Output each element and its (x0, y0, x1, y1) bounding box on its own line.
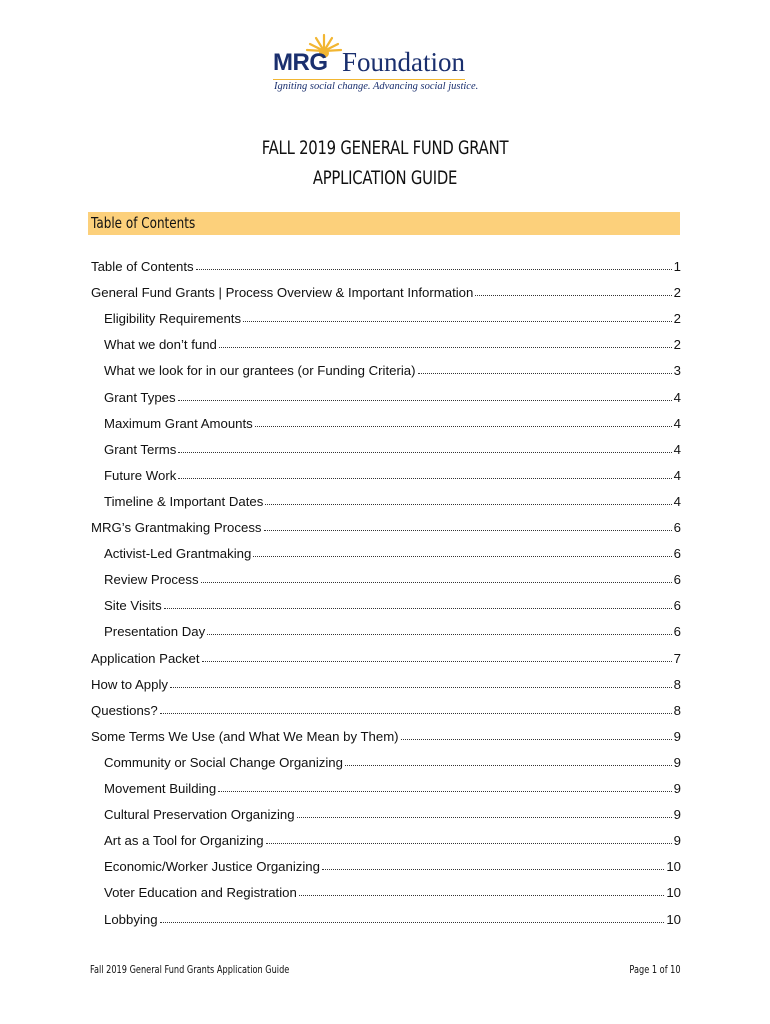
toc-entry-page: 4 (673, 467, 681, 483)
logo-foundation-text: Foundation (342, 47, 466, 77)
toc-entry[interactable] (104, 593, 681, 613)
toc-entry[interactable] (91, 515, 681, 535)
toc-entry[interactable] (104, 880, 681, 900)
toc-entry-label: Timeline & Important Dates (104, 493, 264, 509)
toc-entry-page: 9 (673, 754, 681, 770)
toc-dot-leader (265, 503, 671, 505)
toc-dot-leader (201, 581, 672, 583)
toc-entry[interactable] (104, 828, 681, 848)
toc-entry[interactable] (104, 385, 681, 405)
logo-tagline: Igniting social change. Advancing social justice. (274, 81, 479, 92)
logo-mrg-text: MRG (273, 49, 328, 76)
toc-entry[interactable] (104, 541, 681, 561)
toc-entry-label: Table of Contents (91, 259, 194, 274)
toc-dot-leader (418, 372, 672, 374)
toc-entry-label: What we don’t fund (104, 337, 217, 353)
toc-dot-leader (299, 894, 665, 896)
toc-entry-page: 8 (673, 676, 681, 692)
toc-dot-leader (160, 712, 672, 714)
toc-entry[interactable] (91, 724, 681, 744)
toc-entry[interactable] (104, 358, 681, 378)
toc-dot-leader (160, 921, 665, 923)
toc-dot-leader (264, 529, 672, 531)
toc-entry-label: Economic/Worker Justice Organizing (104, 859, 320, 875)
toc-dot-leader (253, 555, 671, 557)
toc-entry-label: Review Process (104, 572, 199, 588)
toc-entry-page: 4 (673, 493, 681, 509)
toc-entry-page: 3 (673, 363, 681, 379)
toc-dot-leader (178, 399, 672, 401)
toc-dot-leader (266, 842, 672, 844)
document-title-line-2: APPLICATION GUIDE (312, 167, 458, 189)
toc-dot-leader (170, 686, 672, 688)
toc-dot-leader (255, 425, 672, 427)
toc-entry-page: 4 (673, 389, 681, 405)
toc-entry-label: Cultural Preservation Organizing (104, 807, 295, 823)
toc-entry-page: 6 (673, 546, 681, 562)
toc-dot-leader (218, 790, 672, 792)
toc-entry-page: 6 (673, 520, 681, 535)
toc-entry-page: 2 (673, 311, 681, 327)
toc-entry[interactable] (91, 280, 681, 300)
toc-dot-leader (178, 477, 671, 479)
toc-entry[interactable] (104, 619, 681, 639)
toc-entry-label: Maximum Grant Amounts (104, 415, 253, 431)
toc-entry-page: 6 (673, 598, 681, 614)
section-heading: Table of Contents (91, 214, 196, 232)
toc-entry[interactable] (104, 306, 681, 326)
toc-entry[interactable] (104, 567, 681, 587)
toc-dot-leader (202, 660, 672, 662)
toc-entry-label: Voter Education and Registration (104, 885, 297, 901)
toc-dot-leader (243, 320, 672, 322)
toc-dot-leader (322, 868, 664, 870)
toc-entry[interactable] (104, 750, 681, 770)
toc-entry[interactable] (104, 802, 681, 822)
toc-entry-page: 7 (673, 650, 681, 666)
toc-entry[interactable] (104, 437, 681, 457)
toc-entry[interactable] (91, 672, 681, 692)
toc-entry-label: General Fund Grants | Process Overview & Important Information (91, 285, 474, 301)
section-heading-bar (88, 212, 680, 235)
toc-entry-label: Presentation Day (104, 624, 206, 640)
toc-entry-label: Activist-Led Grantmaking (104, 546, 252, 562)
toc-entry-page: 10 (666, 885, 681, 901)
toc-dot-leader (475, 294, 671, 296)
toc-entry[interactable] (104, 463, 681, 483)
document-title-line-1: FALL 2019 GENERAL FUND GRANT (261, 137, 509, 159)
toc-entry[interactable] (104, 332, 681, 352)
toc-dot-leader (345, 764, 672, 766)
toc-entry-page: 6 (673, 572, 681, 588)
toc-entry-label: Grant Types (104, 389, 176, 405)
toc-entry-label: Art as a Tool for Organizing (104, 833, 264, 849)
toc-dot-leader (178, 451, 671, 453)
toc-entry-page: 2 (673, 337, 681, 353)
toc-entry-page: 9 (673, 807, 681, 823)
toc-entry-page: 8 (673, 702, 681, 718)
toc-entry-page: 2 (673, 285, 681, 301)
toc-entry-page: 9 (673, 781, 681, 796)
toc-entry-label: Application Packet (91, 650, 200, 666)
toc-entry-page: 9 (673, 728, 681, 744)
toc-entry-page: 9 (673, 833, 681, 849)
toc-entry-label: Movement Building (104, 781, 217, 796)
toc-dot-leader (207, 633, 671, 635)
toc-entry[interactable] (91, 698, 681, 718)
toc-entry-label: Future Work (104, 467, 177, 483)
toc-entry-label: Lobbying (104, 911, 158, 927)
toc-entry-page: 10 (666, 859, 681, 875)
toc-entry-label: What we look for in our grantees (or Funding Criteria) (104, 363, 416, 379)
toc-dot-leader (219, 346, 672, 348)
toc-entry-label: Grant Terms (104, 441, 177, 457)
toc-entry[interactable] (104, 907, 681, 927)
toc-entry-page: 1 (673, 259, 681, 274)
toc-entry-page: 10 (666, 911, 681, 927)
toc-dot-leader (164, 607, 672, 609)
toc-entry-label: Site Visits (104, 598, 162, 614)
toc-entry[interactable] (91, 254, 681, 274)
toc-entry[interactable] (104, 854, 681, 874)
toc-dot-leader (196, 268, 672, 270)
toc-entry-label: Community or Social Change Organizing (104, 754, 343, 770)
toc-entry-page: 4 (673, 441, 681, 457)
toc-entry-label: Eligibility Requirements (104, 311, 242, 327)
toc-entry-label: Some Terms We Use (and What We Mean by Them) (91, 728, 399, 744)
toc-entry-label: MRG’s Grantmaking Process (91, 520, 262, 535)
toc-entry[interactable] (91, 646, 681, 666)
logo-divider (273, 79, 465, 80)
toc-entry[interactable] (104, 776, 681, 796)
toc-dot-leader (401, 738, 672, 740)
toc-entry-page: 4 (673, 415, 681, 431)
toc-entry-label: Questions? (91, 702, 158, 718)
footer-page-number: Page 1 of 10 (629, 964, 681, 976)
toc-dot-leader (297, 816, 672, 818)
footer-document-name: Fall 2019 General Fund Grants Application Guide (90, 964, 290, 976)
mrg-foundation-logo (270, 33, 479, 98)
toc-entry-page: 6 (673, 624, 681, 640)
toc-entry[interactable] (104, 411, 681, 431)
toc-entry-label: How to Apply (91, 676, 168, 692)
toc-entry[interactable] (104, 489, 681, 509)
